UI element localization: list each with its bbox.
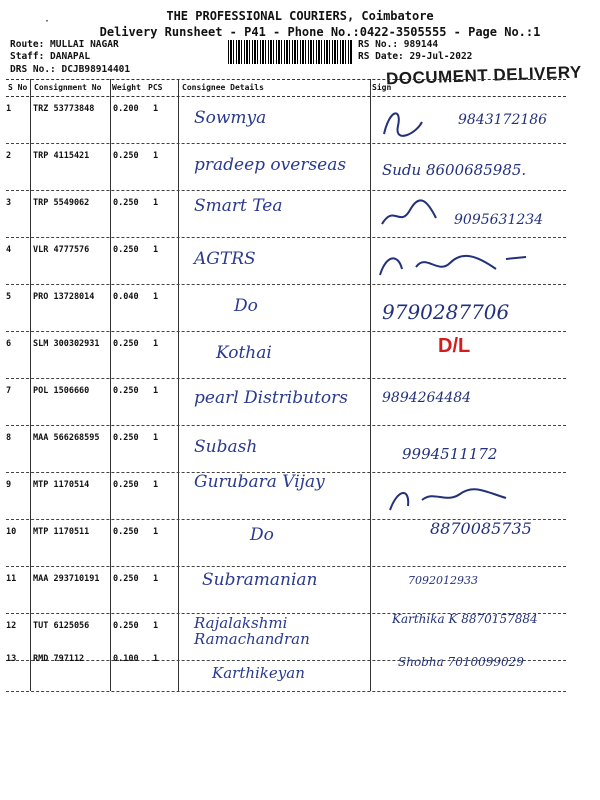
row-pcs: 1 [153, 433, 159, 443]
row-consignee: Subramanian [202, 570, 318, 590]
row-consignee: Sowmya [194, 108, 267, 128]
row-weight: 0.250 [113, 151, 139, 161]
row-sno: 13 [6, 654, 17, 664]
row-signature-note: Sudu 8600685985. [382, 161, 527, 179]
col-signature: Sign [372, 83, 392, 92]
row-pcs: 1 [153, 621, 159, 631]
row-consignment: PRO 13728014 [33, 292, 95, 302]
table-row [6, 519, 566, 567]
row-signature-note: 8870085735 [430, 519, 532, 538]
row-pcs: 1 [153, 386, 159, 396]
row-sno: 4 [6, 245, 12, 255]
table-row [6, 654, 566, 692]
row-consignee: Rajalakshmi Ramachandran [194, 614, 310, 648]
row-sno: 7 [6, 386, 12, 396]
row-weight: 0.250 [113, 433, 139, 443]
table-row [6, 425, 566, 473]
route-label: Route: MULLAI NAGAR [10, 39, 119, 50]
row-sno: 1 [6, 104, 12, 114]
row-consignment: MAA 293710191 [33, 574, 100, 584]
col-consignee: Consignee Details [182, 83, 264, 92]
table-row [6, 143, 566, 191]
row-weight: 0.250 [113, 386, 139, 396]
row-consignee: Smart Tea [194, 196, 283, 216]
row-signature-note: 9894264484 [382, 390, 472, 406]
row-signature-note: 9790287706 [382, 300, 510, 324]
row-pcs: 1 [153, 151, 159, 161]
table-row [6, 566, 566, 614]
row-consignee: Gurubara Vijay [194, 472, 325, 492]
row-consignee: Do [250, 525, 274, 545]
table-row [6, 472, 566, 520]
row-sno: 9 [6, 480, 12, 490]
row-consignee: pearl Distributors [194, 388, 348, 408]
row-consignment: VLR 4777576 [33, 245, 90, 255]
row-consignment: POL 1506660 [33, 386, 90, 396]
rs-date: RS Date: 29-Jul-2022 [358, 51, 473, 62]
row-pcs: 1 [153, 198, 159, 208]
row-signature-note: 9994511172 [402, 445, 498, 463]
table-row [6, 284, 566, 332]
table-header [6, 79, 566, 97]
row-consignment: SLM 300302931 [33, 339, 100, 349]
staff-label: Staff: DANAPAL [10, 51, 91, 62]
row-weight: 0.250 [113, 245, 139, 255]
row-consignee: Do [234, 296, 258, 316]
row-consignment: MTP 1170511 [33, 527, 90, 537]
row-consignment: TUT 6125056 [33, 621, 90, 631]
row-pcs: 1 [153, 292, 159, 302]
row-pcs: 1 [153, 574, 159, 584]
row-sno: 2 [6, 151, 12, 161]
table-row [6, 96, 566, 144]
document-delivery-stamp: DOCUMENT DELIVERY [385, 62, 583, 89]
row-weight: 0.040 [113, 292, 139, 302]
row-signature-note: 9095631234 [454, 212, 544, 228]
row-sno: 12 [6, 621, 17, 631]
row-consignee: Subash [194, 437, 258, 457]
row-weight: 0.250 [113, 198, 139, 208]
row-weight: 0.250 [113, 574, 139, 584]
row-weight: 0.100 [113, 654, 139, 664]
drs-number: DRS No.: DCJB98914401 [10, 64, 131, 75]
row-signature-note: 7092012933 [408, 574, 478, 587]
row-weight: 0.200 [113, 104, 139, 114]
row-sno: 11 [6, 574, 17, 584]
col-pcs: PCS [148, 83, 163, 92]
row-sno: 3 [6, 198, 12, 208]
row-consignee: Karthikeyan [212, 664, 305, 682]
row-consignee: pradeep overseas [194, 155, 347, 175]
row-weight: 0.250 [113, 480, 139, 490]
row-consignment: TRZ 53773848 [33, 104, 95, 114]
row-consignment: TRP 4115421 [33, 151, 90, 161]
row-consignment: MAA 566268595 [33, 433, 100, 443]
row-consignee: Kothai [216, 343, 272, 363]
row-sno: 6 [6, 339, 12, 349]
row-weight: 0.250 [113, 621, 139, 631]
row-pcs: 1 [153, 480, 159, 490]
table-row [6, 237, 566, 285]
signature-scribble [376, 480, 566, 516]
runsheet-title: Delivery Runsheet - P41 - Phone No.:0422-3505555 - Page No.:1 [99, 25, 541, 39]
row-consignment: RMD 797112 [33, 654, 85, 664]
col-sno: S No [8, 83, 28, 92]
row-weight: 0.250 [113, 527, 139, 537]
row-signature-note: D/L [438, 335, 471, 357]
row-pcs: 1 [153, 654, 159, 664]
row-consignee: AGTRS [194, 249, 256, 269]
corner-mark: · [44, 16, 51, 27]
row-signature-note: Shobha 7010099029 [398, 655, 524, 669]
signature-scribble [376, 245, 566, 281]
col-consignment: Consignment No [34, 83, 102, 92]
row-consignment: MTP 1170514 [33, 480, 90, 490]
row-sno: 8 [6, 433, 12, 443]
rs-number: RS No.: 989144 [358, 39, 439, 50]
col-weight: Weight [112, 83, 141, 92]
row-signature-note: 9843172186 [458, 112, 548, 128]
company-name: THE PROFESSIONAL COURIERS, Coimbatore [166, 9, 434, 23]
row-pcs: 1 [153, 104, 159, 114]
row-pcs: 1 [153, 339, 159, 349]
row-consignment: TRP 5549062 [33, 198, 90, 208]
row-sno: 10 [6, 527, 17, 537]
table-row [6, 331, 566, 379]
row-sno: 5 [6, 292, 12, 302]
barcode [228, 40, 352, 64]
table-row [6, 190, 566, 238]
table-row [6, 378, 566, 426]
row-pcs: 1 [153, 527, 159, 537]
row-signature-note: Karthika K 8870157884 [392, 612, 538, 626]
row-pcs: 1 [153, 245, 159, 255]
row-weight: 0.250 [113, 339, 139, 349]
